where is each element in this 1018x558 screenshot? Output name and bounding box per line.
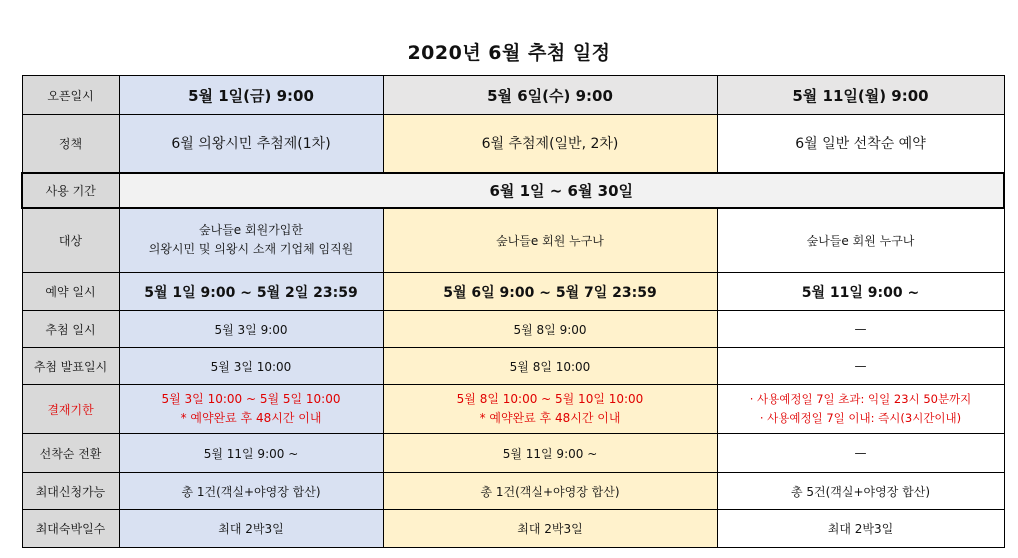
page-title: 2020년 6월 추첨 일정 (407, 42, 611, 64)
draw-col1: 5월 3일 9:00 (119, 311, 383, 348)
payment-col1-line2: * 예약완료 후 48시간 이내 (180, 411, 322, 425)
maxapply-col1: 총 1건(객실+야영장 합산) (119, 473, 383, 510)
policy-col1: 6월 의왕시민 추첨제(1차) (119, 115, 383, 173)
target-col1-line2: 의왕시민 및 의왕시 소재 기업체 임직원 (148, 242, 354, 257)
maxstay-col2: 최대 2박3일 (383, 510, 717, 548)
payment-col2 (383, 385, 717, 434)
maxapply-col3: 총 5건(객실+야영장 합산) (717, 473, 1004, 510)
row-label-period: 사용 기간 (22, 173, 119, 208)
reserve-col3: 5월 11일 9:00 ~ (717, 273, 1004, 311)
row-maxstay (22, 510, 1004, 548)
row-label-draw: 추첨 일시 (22, 311, 119, 348)
row-label-reserve: 예약 일시 (22, 273, 119, 311)
target-col1-line1: 숲나들e 회원가입한 (199, 223, 303, 238)
draw-col3: — (717, 311, 1004, 348)
open-col2: 5월 6일(수) 9:00 (383, 76, 717, 115)
reserve-col1: 5월 1일 9:00 ~ 5월 2일 23:59 (119, 273, 383, 311)
row-period (22, 173, 1004, 208)
row-switch (22, 434, 1004, 473)
reserve-col2: 5월 6일 9:00 ~ 5월 7일 23:59 (383, 273, 717, 311)
payment-col1 (119, 385, 383, 434)
maxapply-col2: 총 1건(객실+야영장 합산) (383, 473, 717, 510)
payment-col2-line1: 5월 8일 10:00 ~ 5월 10일 10:00 (456, 392, 644, 406)
target-col2: 숲나들e 회원 누구나 (383, 208, 717, 273)
schedule-table (21, 75, 1005, 548)
switch-col2: 5월 11일 9:00 ~ (383, 434, 717, 473)
switch-col1: 5월 11일 9:00 ~ (119, 434, 383, 473)
row-label-maxstay: 최대숙박일수 (22, 510, 119, 548)
target-col1 (119, 208, 383, 273)
announce-col3: — (717, 348, 1004, 385)
row-draw (22, 311, 1004, 348)
row-policy (22, 115, 1004, 173)
draw-col2: 5월 8일 9:00 (383, 311, 717, 348)
open-col1: 5월 1일(금) 9:00 (119, 76, 383, 115)
policy-col3: 6월 일반 선착순 예약 (717, 115, 1004, 173)
target-col3: 숲나들e 회원 누구나 (717, 208, 1004, 273)
announce-col2: 5월 8일 10:00 (383, 348, 717, 385)
policy-col2: 6월 추첨제(일반, 2차) (383, 115, 717, 173)
row-payment (22, 385, 1004, 434)
announce-col1: 5월 3일 10:00 (119, 348, 383, 385)
row-label-switch: 선착순 전환 (22, 434, 119, 473)
maxstay-col3: 최대 2박3일 (717, 510, 1004, 548)
payment-col3 (717, 385, 1004, 434)
row-announce (22, 348, 1004, 385)
switch-col3: — (717, 434, 1004, 473)
row-maxapply (22, 473, 1004, 510)
row-reserve (22, 273, 1004, 311)
payment-col2-line2: * 예약완료 후 48시간 이내 (479, 411, 621, 425)
open-col3: 5월 11일(월) 9:00 (717, 76, 1004, 115)
row-label-maxapply: 최대신청가능 (22, 473, 119, 510)
row-label-policy: 정책 (22, 115, 119, 173)
row-label-target: 대상 (22, 208, 119, 273)
row-label-open: 오픈일시 (22, 76, 119, 115)
maxstay-col1: 최대 2박3일 (119, 510, 383, 548)
payment-col3-line2: · 사용예정일 7일 이내: 즉시(3시간이내) (759, 411, 962, 425)
row-label-payment: 결재기한 (22, 385, 119, 434)
row-target (22, 208, 1004, 273)
period-value: 6월 1일 ~ 6월 30일 (119, 173, 1004, 208)
row-open (22, 76, 1004, 115)
payment-col1-line1: 5월 3일 10:00 ~ 5월 5일 10:00 (161, 392, 341, 406)
row-label-announce: 추첨 발표일시 (22, 348, 119, 385)
payment-col3-line1: · 사용예정일 7일 초과: 익일 23시 50분까지 (749, 392, 972, 406)
